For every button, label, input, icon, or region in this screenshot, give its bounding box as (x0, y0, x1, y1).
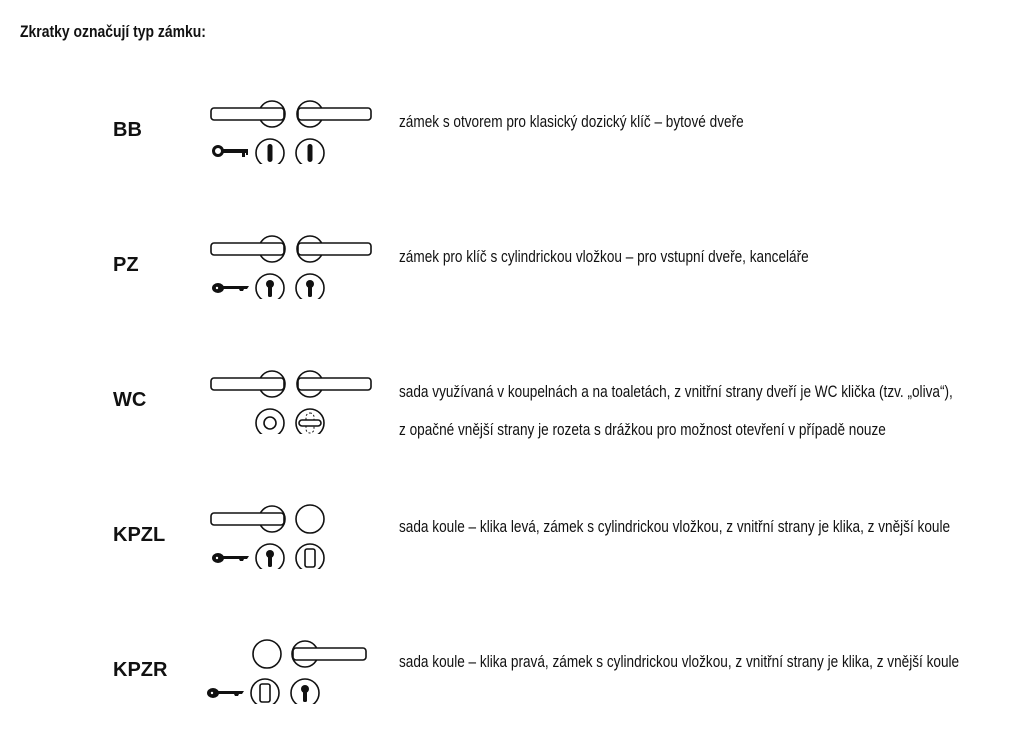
knob-icon (296, 505, 324, 533)
lock-diagram (200, 489, 380, 569)
lock-type-code: KPZL (113, 524, 166, 546)
lock-type-code: KPZR (113, 659, 168, 681)
lock-type-code: PZ (113, 254, 139, 276)
blank-plate-icon (296, 544, 324, 569)
description-line: z opačné vnější strany je rozeta s drážkou pro možnost otevření v případě nouze (399, 420, 886, 439)
blank-plate-icon (251, 679, 279, 704)
slot-keyhole-icon (296, 139, 324, 164)
lever-right-icon (297, 101, 371, 127)
lever-left-icon (211, 101, 285, 127)
cylinder-keyhole-icon (256, 274, 284, 299)
lever-right-icon (292, 641, 366, 667)
lock-type-code: WC (113, 389, 147, 411)
lock-type-description (399, 513, 950, 541)
lock-type-description (399, 108, 744, 136)
wc-turn-icon (296, 409, 324, 434)
slot-keyhole-icon (256, 139, 284, 164)
description-line: sada koule – klika pravá, zámek s cylindrickou vložkou, z vnitřní strany je klika, z vnější koule (399, 652, 960, 671)
lock-type-description (399, 243, 809, 271)
lever-right-icon (297, 236, 371, 262)
description-line: zámek s otvorem pro klasický dozický klíč – bytové dveře (399, 112, 744, 131)
knob-icon (253, 640, 281, 668)
lever-left-icon (211, 236, 285, 262)
page-title: Zkratky označují typ zámku: (20, 22, 206, 41)
description-line: zámek pro klíč s cylindrickou vložkou – pro vstupní dveře, kanceláře (399, 247, 809, 266)
bit-key-icon (214, 147, 249, 158)
lever-left-icon (211, 371, 285, 397)
lever-right-icon (297, 371, 371, 397)
description-line: sada využívaná v koupelnách a na toaletách, z vnitřní strany dveří je WC klička (tzv. „oliva“), (399, 382, 953, 401)
lock-type-description (399, 378, 953, 444)
cylinder-key-icon (212, 553, 249, 563)
cylinder-keyhole-icon (291, 679, 319, 704)
lever-left-icon (211, 506, 285, 532)
cylinder-key-icon (212, 283, 249, 293)
lock-type-code: BB (113, 119, 142, 141)
wc-rosette-icon (256, 409, 284, 434)
cylinder-keyhole-icon (256, 544, 284, 569)
lock-diagram (200, 624, 380, 704)
cylinder-key-icon (207, 688, 244, 698)
cylinder-keyhole-icon (296, 274, 324, 299)
lock-diagram (200, 219, 380, 299)
description-line: sada koule – klika levá, zámek s cylindrickou vložkou, z vnitřní strany je klika, z vnější koule (399, 517, 951, 536)
lock-type-description (399, 648, 959, 676)
lock-diagram (200, 84, 380, 164)
lock-diagram (200, 354, 380, 434)
